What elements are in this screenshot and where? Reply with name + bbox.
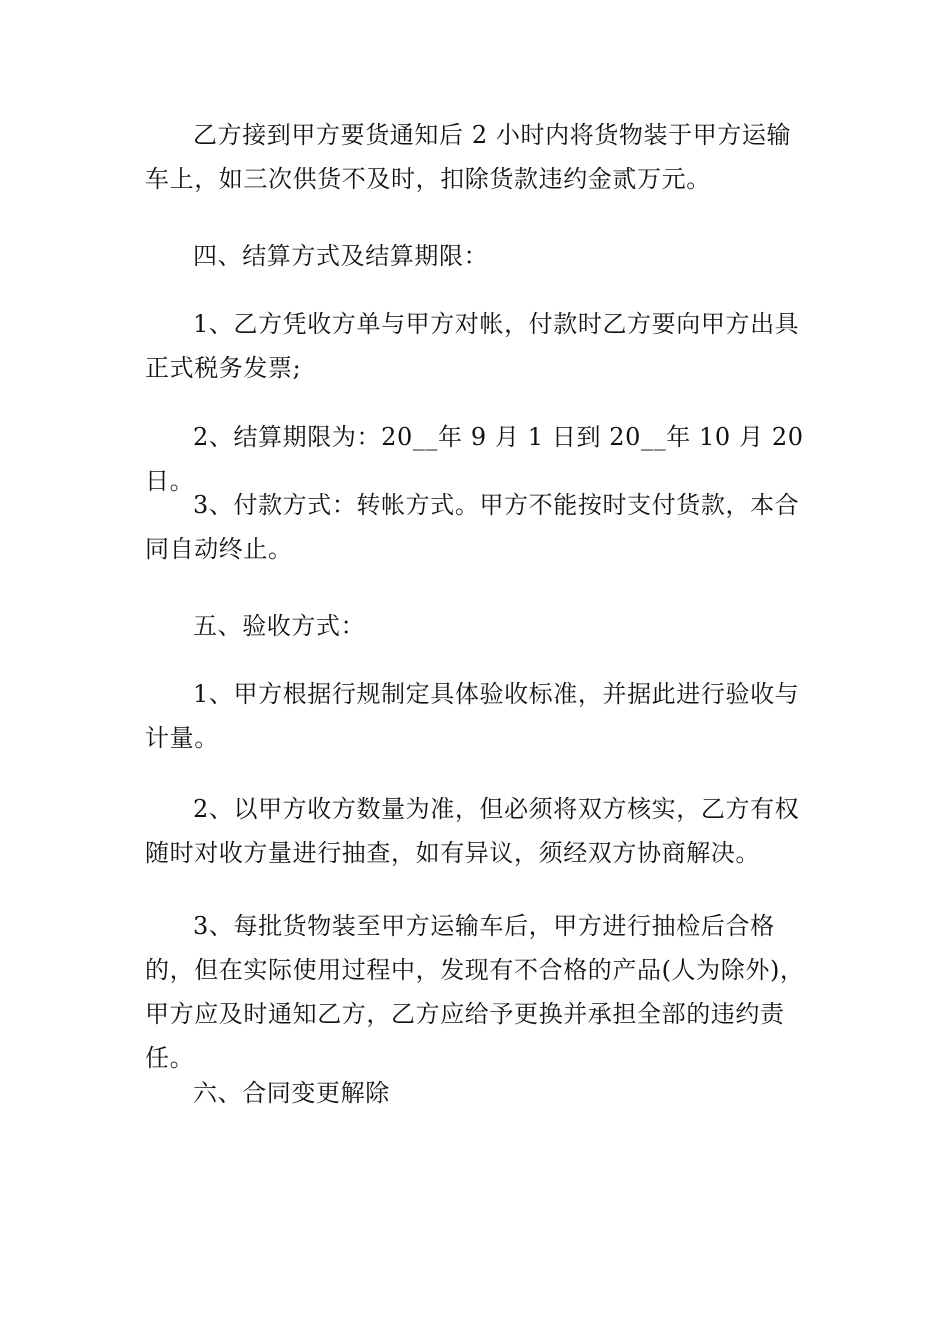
paragraph-delivery-notice: 乙方接到甲方要货通知后 2 小时内将货物装于甲方运输车上，如三次供货不及时，扣除货款违约金贰万元。 — [145, 121, 792, 193]
paragraph-settlement-3: 3、付款方式：转帐方式。甲方不能按时支付货款，本合同自动终止。 — [145, 491, 800, 563]
paragraph-acceptance-2: 2、以甲方收方数量为准，但必须将双方核实，乙方有权随时对收方量进行抽查，如有异议，须经双方协商解决。 — [145, 795, 800, 867]
section-heading-settlement: 四、结算方式及结算期限： — [193, 242, 489, 270]
paragraph-settlement-2: 2、结算期限为：20__年 9 月 1 日到 20__年 10 月 20 日。 — [145, 423, 804, 495]
paragraph-settlement-1: 1、乙方凭收方单与甲方对帐，付款时乙方要向甲方出具正式税务发票; — [145, 310, 800, 382]
section-heading-contract-change: 六、合同变更解除 — [193, 1079, 390, 1107]
paragraph-acceptance-1: 1、甲方根据行规制定具体验收标准，并据此进行验收与计量。 — [145, 680, 800, 752]
paragraph-acceptance-3: 3、每批货物装至甲方运输车后，甲方进行抽检后合格的，但在实际使用过程中，发现有不合格的产品(人为除外)，甲方应及时通知乙方，乙方应给予更换并承担全部的违约责任。 — [145, 912, 805, 1072]
section-heading-acceptance: 五、验收方式： — [193, 612, 366, 640]
